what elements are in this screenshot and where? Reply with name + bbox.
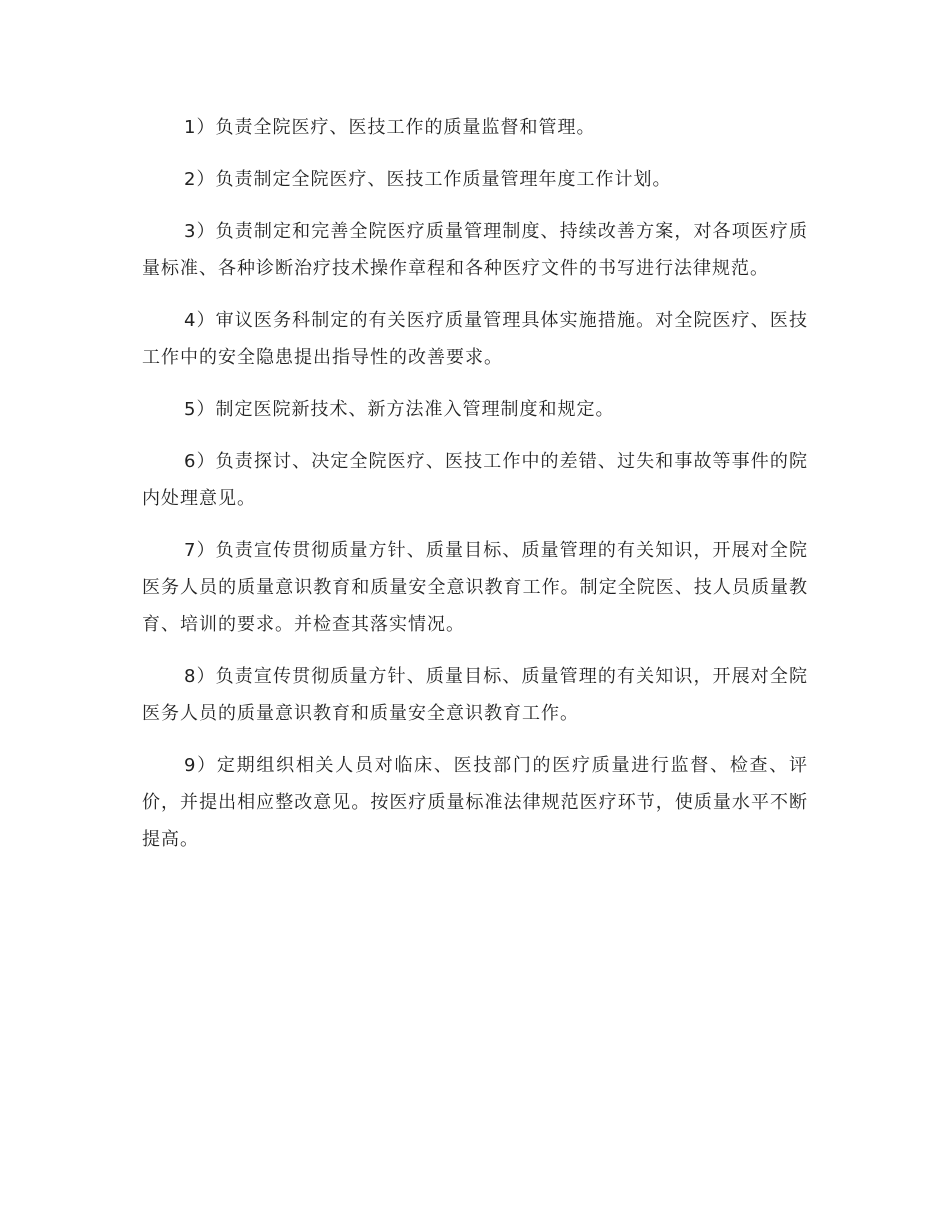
paragraph-2: 2）负责制定全院医疗、医技工作质量管理年度工作计划。 (184, 169, 672, 190)
paragraph-4: 4）审议医务科制定的有关医疗质量管理具体实施措施。对全院医疗、医技工作中的安全隐患提出指导性的改善要求。 (142, 310, 808, 368)
paragraph-1: 1）负责全院医疗、医技工作的质量监督和管理。 (184, 117, 596, 138)
paragraph-6: 6）负责探讨、决定全院医疗、医技工作中的差错、过失和事故等事件的院内处理意见。 (142, 451, 808, 509)
paragraph-3: 3）负责制定和完善全院医疗质量管理制度、持续改善方案，对各项医疗质量标准、各种诊断治疗技术操作章程和各种医疗文件的书写进行法律规范。 (142, 221, 808, 279)
paragraph-8: 8）负责宣传贯彻质量方针、质量目标、质量管理的有关知识，开展对全院医务人员的质量意识教育和质量安全意识教育工作。 (142, 666, 808, 724)
document-body (142, 109, 808, 873)
paragraph-5: 5）制定医院新技术、新方法准入管理制度和规定。 (184, 399, 615, 420)
paragraph-7: 7）负责宣传贯彻质量方针、质量目标、质量管理的有关知识，开展对全院医务人员的质量意识教育和质量安全意识教育工作。制定全院医、技人员质量教育、培训的要求。并检查其落实情况。 (142, 540, 808, 635)
paragraph-9: 9）定期组织相关人员对临床、医技部门的医疗质量进行监督、检查、评价，并提出相应整改意见。按医疗质量标准法律规范医疗环节，使质量水平不断提高。 (142, 755, 808, 850)
